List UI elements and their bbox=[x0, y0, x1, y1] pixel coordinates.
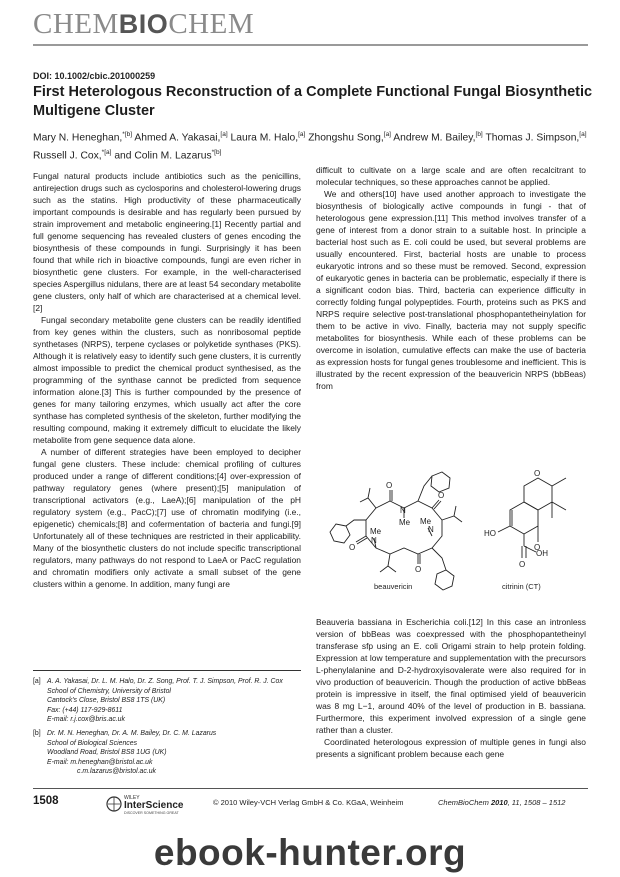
footnote-line: School of Chemistry, University of Bristol bbox=[47, 687, 171, 695]
atom-label-o: O bbox=[534, 469, 541, 478]
atom-label-o: O bbox=[349, 543, 356, 552]
footnote-line: Dr. M. N. Heneghan, Dr. A. M. Bailey, Dr. C. M. Lazarus bbox=[47, 729, 217, 737]
paragraph: Coordinated heterologous expression of multiple genes in fungi also presents a significant problem because each gene bbox=[316, 737, 586, 759]
citrinin-structure bbox=[498, 478, 566, 558]
atom-label-n: N bbox=[428, 525, 434, 534]
author-affiliation-marker: *[a] bbox=[101, 148, 112, 156]
watermark: ebook-hunter.org bbox=[153, 832, 467, 873]
atom-label-n: N bbox=[371, 536, 377, 545]
footer-rule bbox=[33, 788, 588, 789]
right-column-bottom bbox=[316, 616, 586, 760]
author-name: and Colin M. Lazarus bbox=[114, 150, 212, 162]
email-link[interactable]: E-mail: m.heneghan@bristol.ac.uk bbox=[47, 758, 153, 766]
atom-label-n: N bbox=[400, 506, 406, 515]
paragraph: difficult to cultivate on a large scale and are often recalcitrant to molecular techniques, so these approaches cannot be applied. bbox=[316, 165, 586, 187]
author-name: Zhongshu Song, bbox=[308, 132, 384, 144]
structures-svg bbox=[316, 446, 586, 608]
journal-name-post: CHEM bbox=[168, 8, 255, 40]
figure-caption-beauvericin: beauvericin bbox=[374, 582, 413, 591]
citation-year: 2010 bbox=[490, 798, 508, 807]
right-column-top bbox=[316, 164, 586, 392]
copyright: © 2010 Wiley-VCH Verlag GmbH & Co. KGaA, Weinheim bbox=[213, 798, 404, 807]
author-affiliation-marker: *[b] bbox=[211, 148, 222, 156]
paragraph: Fungal secondary metabolite gene clusters can be readily identified from key genes within the clusters, such as nonribosomal peptide synthetases (NRPS), terpene cyclases or polyketide synthases (PKS). Although it is relatively easy to identify such gene clusters, it is currently almost impossible to predict the chemical product synthesised, as the programming of the synthase cannot be predicted from sequence information alone.[3] This is further compounded by the presence of genes for many tailoring enzymes, which usually act after the core synthase has completed synthesis of the skeleton, further modifying the resulting compound, making it extremely difficult to elucidate the likely metabolite from gene sequence data alone. bbox=[33, 315, 301, 445]
beauvericin-structure bbox=[330, 472, 462, 590]
author-name: Ahmed A. Yakasai, bbox=[134, 132, 221, 144]
author-affiliation-marker: [a] bbox=[298, 131, 306, 138]
page-number: 1508 bbox=[33, 795, 59, 807]
atom-label-ho: HO bbox=[484, 529, 496, 538]
wiley-interscience-logo[interactable] bbox=[104, 793, 194, 817]
header-rule bbox=[33, 44, 588, 46]
author-name: Russell J. Cox, bbox=[33, 150, 102, 162]
article-title: First Heterologous Reconstruction of a Complete Functional Fungal Biosynthetic Multigene Cluster bbox=[33, 84, 593, 119]
footnote-line: School of Biological Sciences bbox=[47, 739, 138, 747]
atom-label-me: Me bbox=[420, 517, 432, 526]
author-affiliation-marker: [a] bbox=[383, 131, 391, 138]
interscience-logo-icon bbox=[104, 793, 194, 817]
author-name: Andrew M. Bailey, bbox=[393, 132, 476, 144]
citation-journal: ChemBioChem bbox=[438, 798, 489, 807]
footnote-label: [a] bbox=[33, 678, 41, 685]
email-link[interactable]: c.m.lazarus@bristol.ac.uk bbox=[77, 768, 156, 776]
author-affiliation-marker: *[b] bbox=[122, 131, 133, 138]
left-column bbox=[33, 170, 301, 590]
paragraph: Fungal natural products include antibiotics such as the penicillins, antirejection drugs such as cyclosporins and cholesterol-lowering drugs such as the statins. High productivity of these pharmaceutically important compounds is desirable and has regularly been pursued by strain improvement and metabolic engineering.[1] Recently partial and full genome sequencing has revealed clusters of genes encoding the biosynthesis of these compounds in fungi. Surprisingly it has been found that while rich in bioactive compounds, fungi are even richer in biosynthetic gene clusters. For example, in the well-characterised species Aspergillus nidulans, there are at least 54 secondary metabolite gene clusters, only half of which are characterised at a chemical level.[2] bbox=[33, 171, 301, 313]
author-name: Thomas J. Simpson, bbox=[485, 132, 580, 144]
author-name: Laura M. Halo, bbox=[230, 132, 299, 144]
atom-label-oh: OH bbox=[536, 549, 548, 558]
footnote-line: Woodland Road, Bristol BS8 1UG (UK) bbox=[47, 749, 167, 757]
atom-label-o: O bbox=[534, 543, 541, 552]
footnote-line: A. A. Yakasai, Dr. L. M. Halo, Dr. Z. Song, Prof. T. J. Simpson, Prof. R. J. Cox bbox=[47, 678, 283, 685]
author-affiliation-marker: [b] bbox=[475, 131, 483, 138]
atom-label-me: Me bbox=[370, 527, 382, 536]
atom-label-o: O bbox=[438, 491, 445, 500]
doi[interactable]: DOI: 10.1002/cbic.201000259 bbox=[33, 71, 156, 81]
publisher-small: WILEY bbox=[124, 795, 140, 801]
affiliations bbox=[33, 677, 301, 777]
atom-label-me: Me bbox=[399, 518, 411, 527]
author-affiliation-marker: [a] bbox=[579, 131, 587, 138]
paragraph: Beauveria bassiana in Escherichia coli.[12] In this case an intronless version of bbBeas was coexpressed with the phosphopantetheinyl transferase sfp using an E. coli Origami strain to help protein folding. Expression at low temperature and supplementation with the precursors L-phenylalanine and D-2-hydroxyisovalerate were also required for in vivo production of beauvericin. Though the production of active bbBeas protein is impressive in itself, the final optimised yield of beauvericin was 8 mg L−1, around 40% of the level of production in B. bassiana. Furthermore, this experiment involved expression of a single gene rather than a cluster. bbox=[316, 617, 586, 735]
publisher-tag: DISCOVER SOMETHING GREAT bbox=[124, 811, 179, 815]
publisher-name: InterScience bbox=[124, 800, 184, 811]
email-link[interactable]: E-mail: r.j.cox@bris.ac.uk bbox=[47, 716, 125, 724]
author-affiliation-marker: [a] bbox=[220, 131, 228, 138]
journal-masthead bbox=[33, 8, 254, 41]
atom-label-o: O bbox=[415, 565, 422, 574]
footnote-line: Fax: (+44) 117-929-8611 bbox=[47, 706, 123, 714]
chemical-structures-figure bbox=[316, 446, 586, 608]
figure-caption-citrinin: citrinin (CT) bbox=[502, 582, 541, 591]
journal-citation bbox=[438, 798, 565, 807]
author-name: Mary N. Heneghan, bbox=[33, 132, 123, 144]
journal-name-bold: BIO bbox=[118, 9, 169, 39]
citation-volume-pages: , 11, 1508 – 1512 bbox=[507, 798, 566, 807]
journal-name-pre: CHEM bbox=[33, 8, 119, 40]
footnote-label: [b] bbox=[33, 729, 41, 737]
atom-label-o: O bbox=[386, 481, 393, 490]
paragraph: A number of different strategies have been employed to decipher fungal gene clusters. These include: chemical profiling of cultures produced under a range of different conditions;[4] over-expression of pathway regulatory genes (where present);[5] manipulation of transcriptional activators (e.g., LaeA);[6] manipulation of the pH regulatory system (e.g., PacC);[7] use of chromatin modifying (i.e., epigenetic) chemicals;[8] and cofermentation of bacteria and fungi.[9] Unfortunately all of these techniques are restricted in their applicability. Many of the biosynthetic clusters do not include specific transcriptional regulators, many pathways do not respond to LaeA or PacC regulation and chromatin modifiers only activate a small subset of the gene clusters within a genome. In addition, many fungi are bbox=[33, 447, 301, 589]
atom-label-o: O bbox=[519, 560, 526, 569]
paragraph: We and others[10] have used another approach to investigate the biosynthesis of biologically active compounds in fungi - that of heterologous gene expression.[11] This method involves transfer of a gene of interest from a donor strain to a suitable host. In principle a bacterial host such as E. coli could be used, but several problems are usually encountered. First, bacterial hosts are unable to process eukaryotic introns and so these must be removed. Second, expression of eukaryotic genes in bacteria can be problematic, especially if there is a significant codon bias. Third, bacteria can experience difficulty in correctly folding fungal polypeptides. Fourth, proteins such as PKS and NRPS require selective post-translational phosphopantetheinylation for them to be active in vivo. Finally, bacteria may not supply specific metabolites for biosynthesis. While each of these problems can be overcome in isolation, cumulative effects can make the use of bacteria as expression hosts for fungal genes troublesome and inefficient. This is illustrated by the recent expression of the beauvericin NRPS (bbBeas) from bbox=[316, 189, 586, 391]
author-list bbox=[33, 128, 593, 164]
footnote-rule bbox=[33, 670, 301, 671]
footnote-line: Cantock's Close, Bristol BS8 1TS (UK) bbox=[47, 697, 166, 705]
